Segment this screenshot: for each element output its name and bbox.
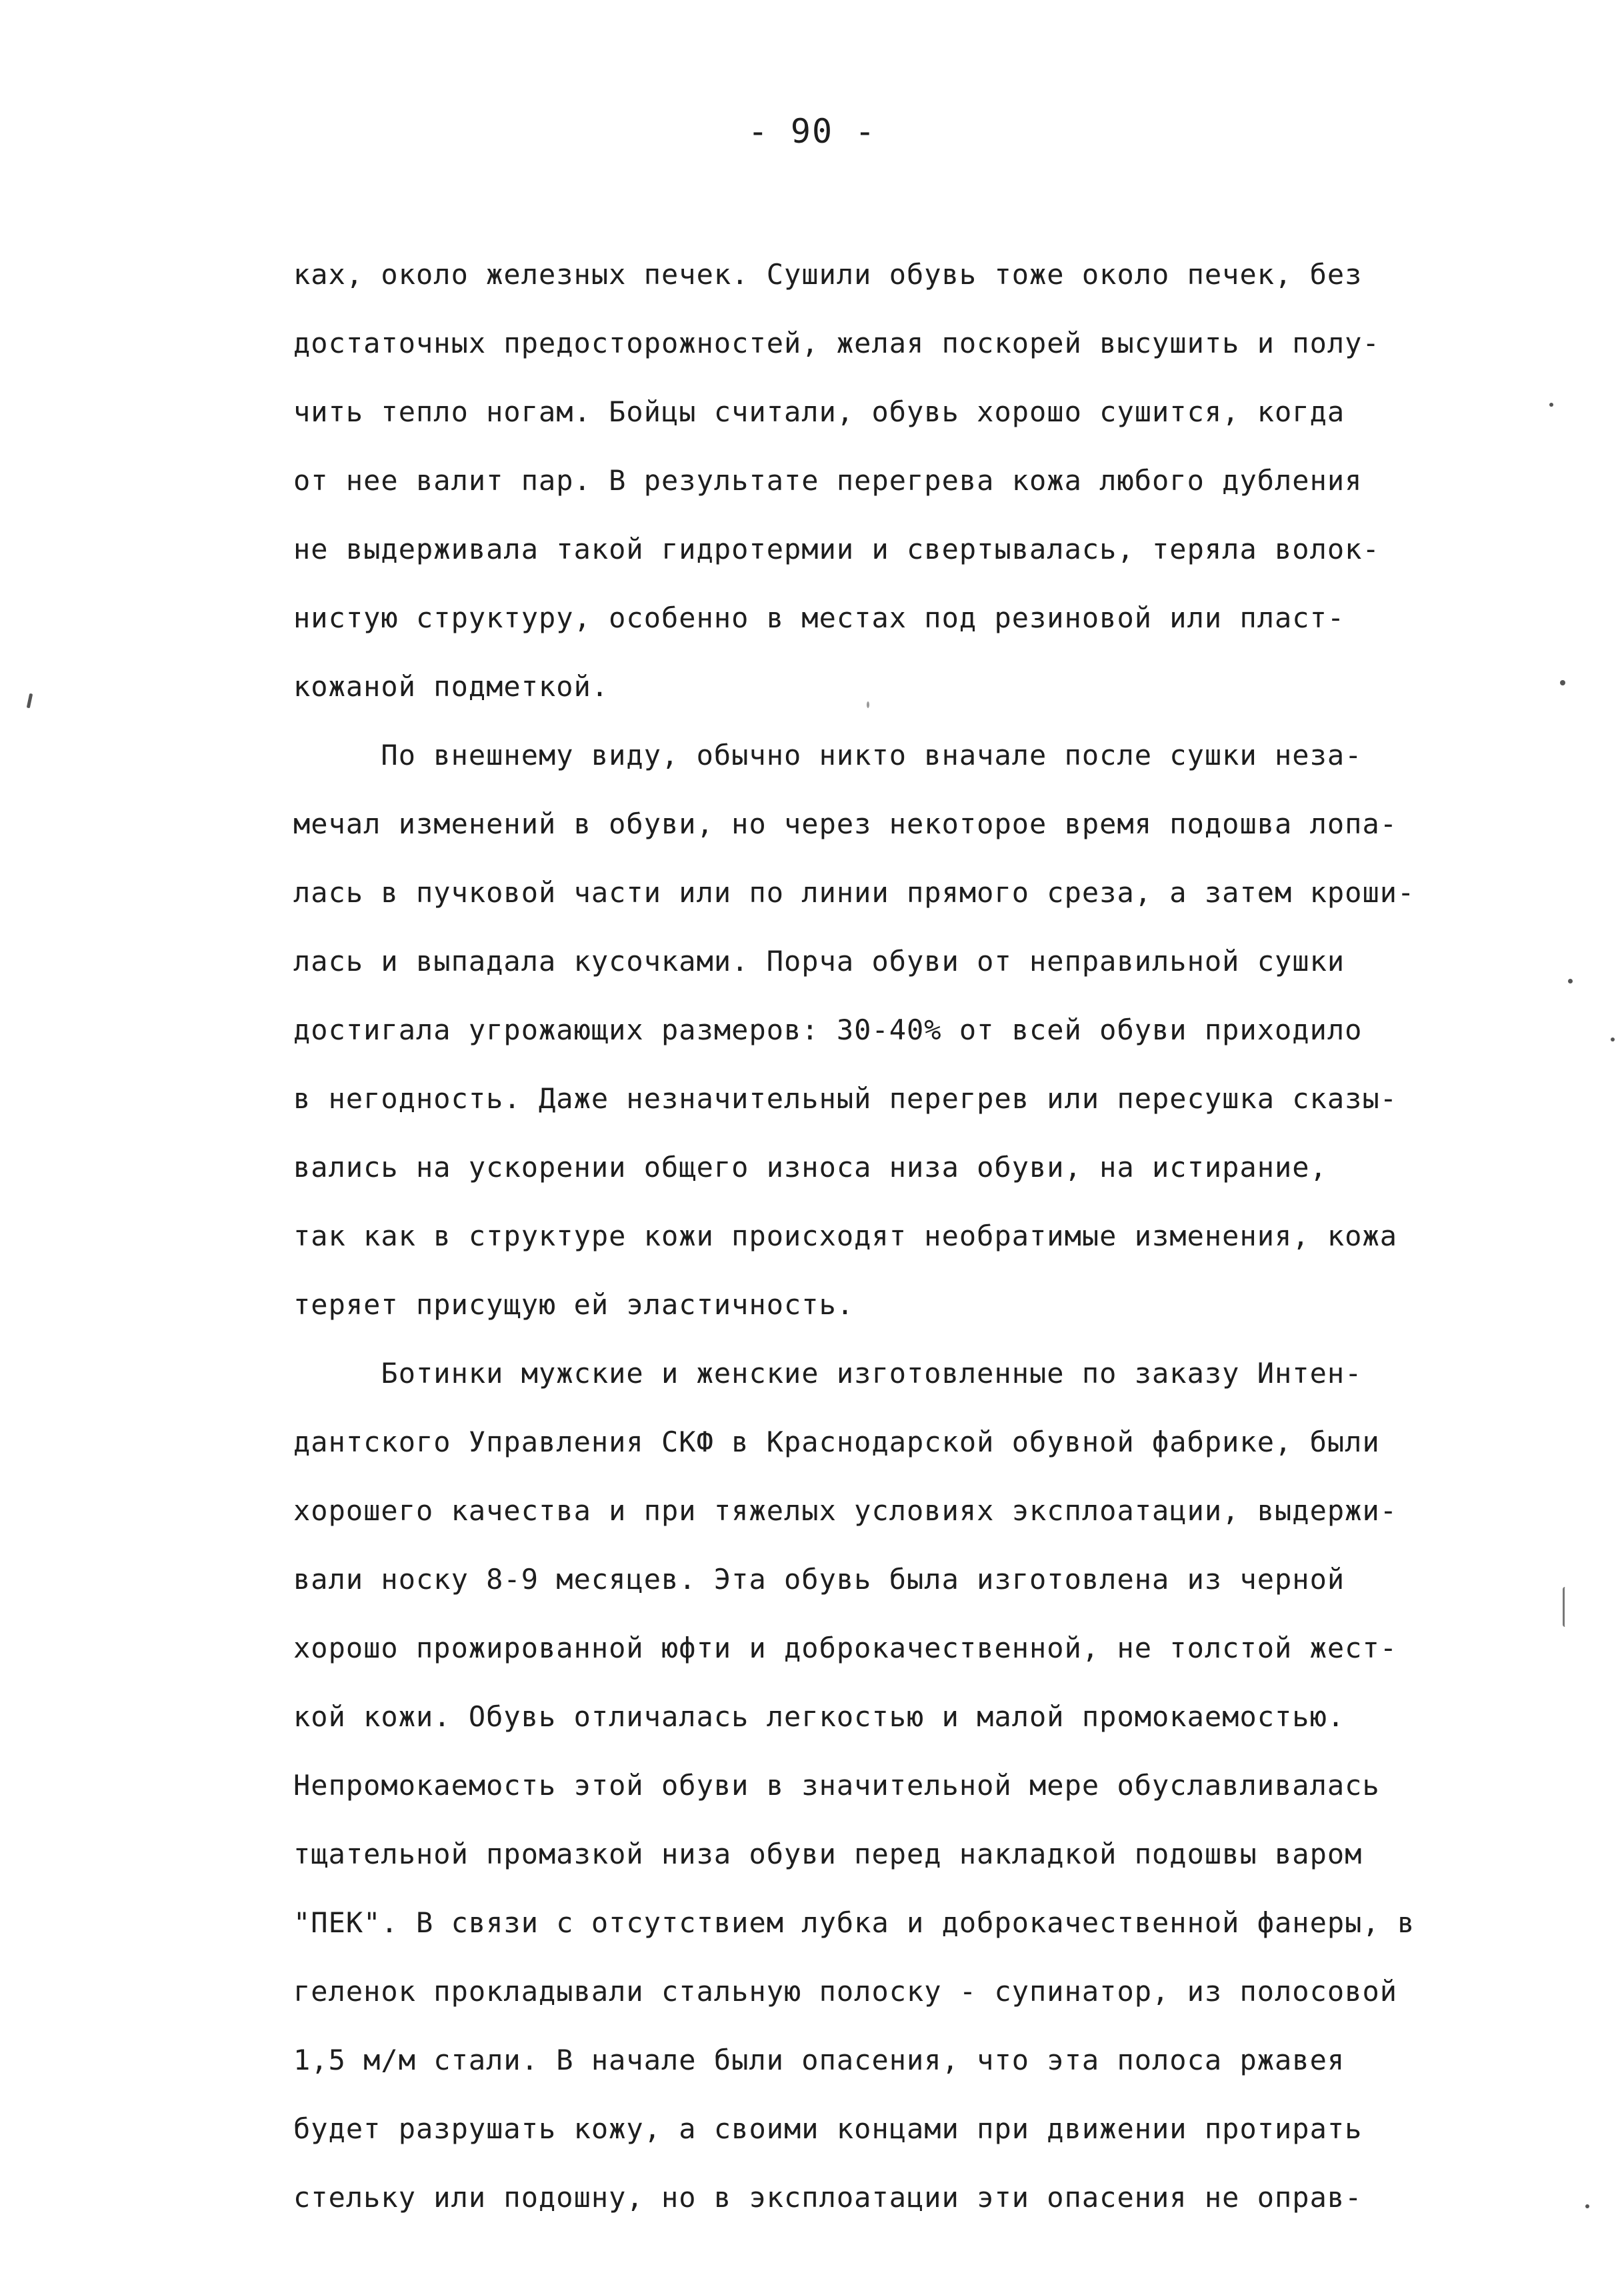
text-line: будет разрушать кожу, а своими концами при движении протирать bbox=[293, 2112, 1363, 2145]
scan-speck bbox=[27, 693, 33, 709]
text-line: в негодность. Даже незначительный перегрев или пересушка сказы- bbox=[293, 1082, 1398, 1115]
text-line: вались на ускорении общего износа низа обуви, на истирание, bbox=[293, 1151, 1327, 1184]
scan-speck bbox=[1585, 2204, 1589, 2208]
text-line: кожаной подметкой. bbox=[293, 670, 609, 703]
text-line: стельку или подошну, но в эксплоатации эти опасения не оправ- bbox=[293, 2181, 1363, 2214]
text-line: мечал изменений в обуви, но через некоторое время подошва лопа- bbox=[293, 807, 1398, 840]
text-line: не выдерживала такой гидротермии и свертывалась, теряла волок- bbox=[293, 533, 1380, 565]
text-body bbox=[293, 240, 1600, 2232]
text-line: чить тепло ногам. Бойцы считали, обувь хорошо сушится, когда bbox=[293, 395, 1345, 428]
text-line: тщательной промазкой низа обуви перед накладкой подошвы варом bbox=[293, 1838, 1363, 1870]
text-line: теряет присущую ей эластичность. bbox=[293, 1288, 855, 1321]
text-line: лась и выпадала кусочками. Порча обуви от неправильной сушки bbox=[293, 945, 1345, 977]
text-line: так как в структуре кожи происходят необратимые изменения, кожа bbox=[293, 1220, 1398, 1252]
text-line: "ПЕК". В связи с отсутствием лубка и доброкачественной фанеры, в bbox=[293, 1906, 1415, 1939]
text-line: По внешнему виду, обычно никто вначале после сушки неза- bbox=[293, 739, 1363, 771]
text-line: достигала угрожающих размеров: 30-40% от всей обуви приходило bbox=[293, 1013, 1363, 1046]
text-line: хорошего качества и при тяжелых условиях эксплоатации, выдержи- bbox=[293, 1494, 1398, 1527]
scan-speck bbox=[1611, 1037, 1615, 1041]
scan-speck bbox=[1549, 403, 1553, 407]
text-line: нистую структуру, особенно в местах под резиновой или пласт- bbox=[293, 601, 1345, 634]
text-line: достаточных предосторожностей, желая поскорей высушить и полу- bbox=[293, 327, 1380, 359]
scan-speck bbox=[1560, 680, 1565, 685]
text-line: дантского Управления СКФ в Краснодарской обувной фабрике, были bbox=[293, 1426, 1380, 1458]
text-line: 1,5 м/м стали. В начале были опасения, что эта полоса ржавея bbox=[293, 2044, 1345, 2076]
text-line: ках, около железных печек. Сушили обувь тоже около печек, без bbox=[293, 258, 1363, 291]
text-line: от нее валит пар. В результате перегрева кожа любого дубления bbox=[293, 464, 1363, 497]
text-line: геленок прокладывали стальную полоску - супинатор, из полосовой bbox=[293, 1975, 1398, 2008]
scan-speck bbox=[1568, 979, 1573, 983]
text-line: Непромокаемость этой обуви в значительной мере обуславливалась bbox=[293, 1769, 1380, 1802]
scan-speck bbox=[867, 701, 869, 708]
text-line: кой кожи. Обувь отличалась легкостью и малой промокаемостью. bbox=[293, 1700, 1345, 1733]
page-number: - 90 - bbox=[747, 112, 877, 151]
text-line: хорошо прожированной юфти и доброкачественной, не толстой жест- bbox=[293, 1632, 1398, 1664]
scan-speck bbox=[1563, 1587, 1567, 1627]
text-line: лась в пучковой части или по линии прямого среза, а затем кроши- bbox=[293, 876, 1415, 909]
text-line: Ботинки мужские и женские изготовленные по заказу Интен- bbox=[293, 1357, 1363, 1390]
text-line: вали носку 8-9 месяцев. Эта обувь была изготовлена из черной bbox=[293, 1563, 1345, 1596]
